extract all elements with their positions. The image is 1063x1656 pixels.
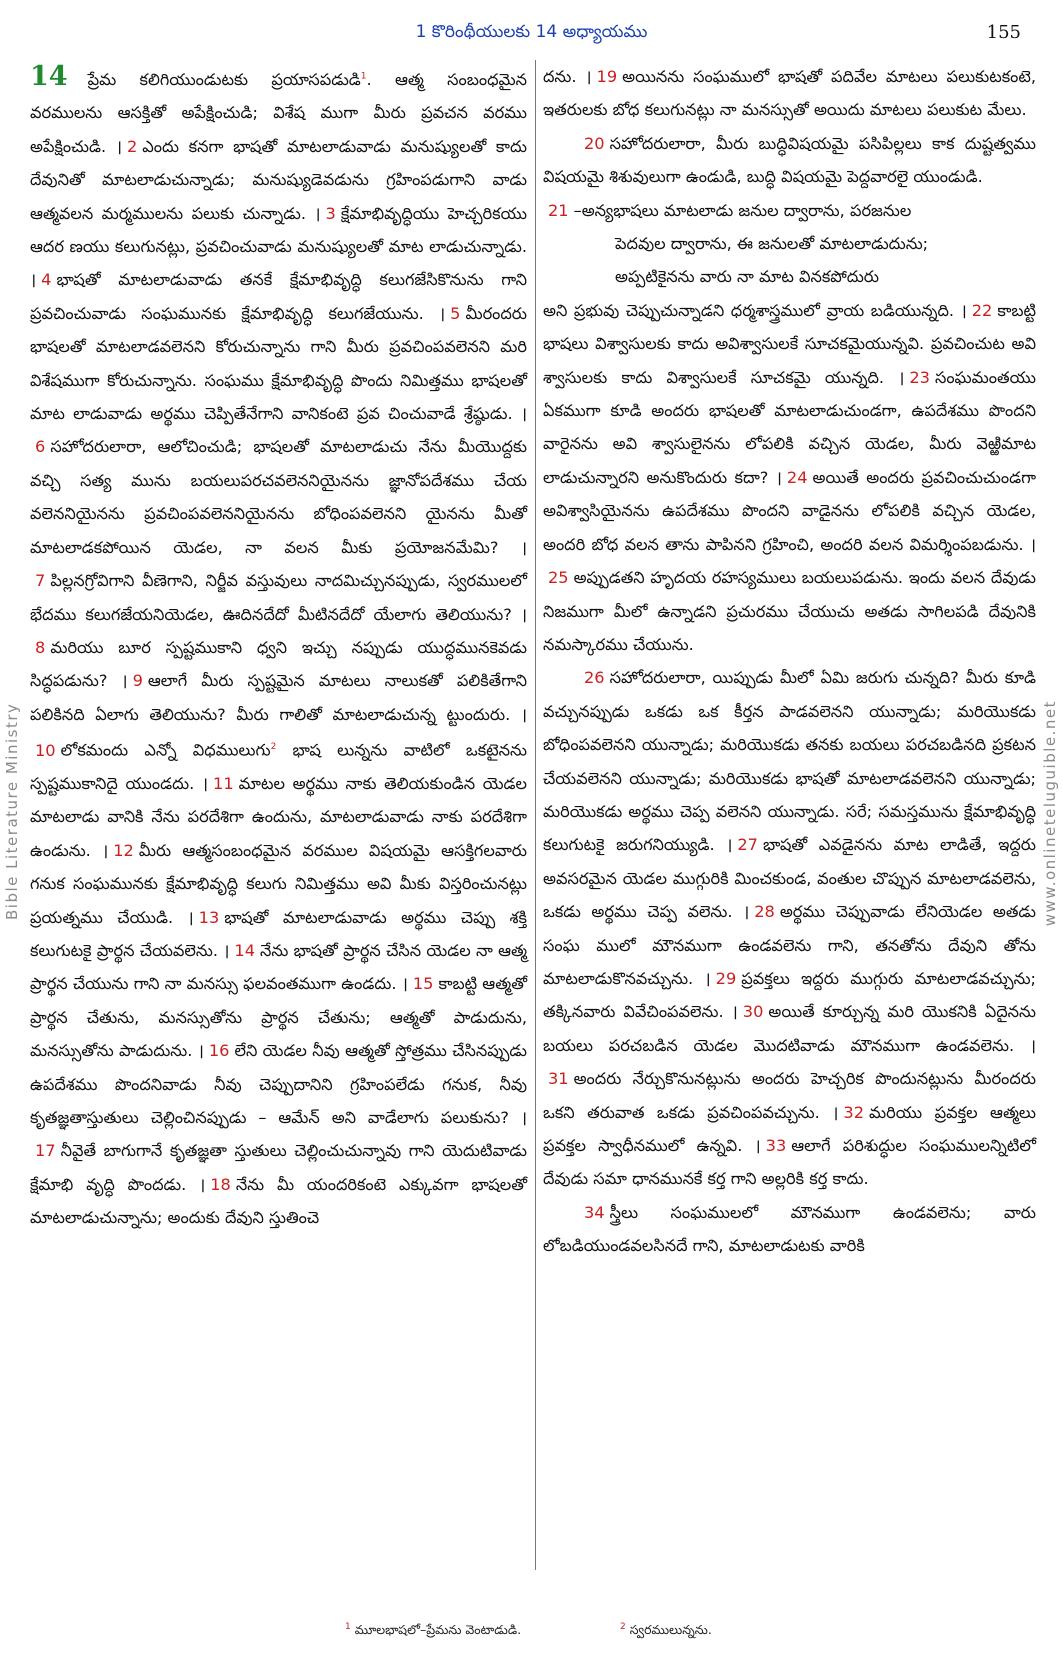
verse-text: భాషతో ఎవడైనను మాట లాడితే, ఇద్దరు అవసరమైన యెడల ముగ్గురికి మించకుండ, వంతుల చొప్పున మాటలాడవలెను, ఒకడు అర్థము చెప్ప వలెను. । <box>543 835 1036 922</box>
verse-number: 28 <box>754 902 775 922</box>
verse-number: 14 <box>234 940 256 960</box>
verse-text: కాబట్టి భాషలు విశ్వాసులకు కాదు అవిశ్వాసులకే సూచకమైయున్నవి. ప్రవచించుట అవి శ్వాసులకు కాదు విశ్వాసులకే సూచకమై యున్నది. । <box>543 300 1036 387</box>
verse-number: 7 <box>35 571 46 591</box>
verse-number: 29 <box>715 968 737 988</box>
side-watermark-left: Bible Literature Ministry <box>3 702 21 920</box>
verse-number: 22 <box>971 300 993 320</box>
verse-text: మరియు ప్రవక్తల ఆత్మలు ప్రవక్తల స్వాధీనములో ఉన్నవి. । <box>543 1102 1036 1155</box>
verse-text: అప్పుడతని హృదయ రహస్యములు బయలుపడును. ఇందు వలన దేవుడు నిజముగా మీలో ఉన్నాడని ప్రచురము చేయుచు అతడు సాగిలపడి దేవునికి నమస్కారము చేయును. <box>543 568 1036 654</box>
verse-text: సహోదరులారా, మీరు బుద్ధివిషయమై పసిపిల్లలు కాక దుష్టత్వము విషయమై శిశువులుగా ఉండుడి, బుద్ధి విషయమై పెద్దవారలై యుండుడి. <box>543 133 1036 187</box>
verse-text: భాషతో మాటలాడువాడు అర్థము చెప్పు శక్తి కలుగుటకై ప్రార్థన చేయవలెను. । <box>30 907 527 960</box>
verse-text: నీవైతే బాగుగానే కృతజ్ఞతా స్తుతులు చెల్లించుచున్నావు గాని యెదుటివాడు క్షేమాభి వృద్ధి పొందడు. । <box>30 1141 527 1194</box>
right-paragraph <box>543 294 1036 661</box>
right-column <box>543 60 1036 1263</box>
verse-number: 23 <box>909 367 930 387</box>
verse-number: 8 <box>35 637 46 657</box>
verse-number: 16 <box>208 1041 230 1061</box>
verse-text: అందరు నేర్చుకొనునట్లును అందరు హెచ్చరిక పొందునట్లును మీరందరు ఒకని తరువాత ఒకడు ప్రవచింపవచ్చును. । <box>543 1069 1036 1122</box>
right-paragraph <box>543 60 1036 127</box>
verse-text: . ఆత్మ సంబంధమైన వరములను ఆసక్తితో అపేక్షించుడి; విశేష ముగా మీరు ప్రవచన వరము అపేక్షించుడి. । <box>30 70 527 156</box>
verse-text: అని ప్రభువు చెప్పుచున్నాడని ధర్మశాస్త్రములో వ్రాయ బడియున్నది. । <box>543 300 967 320</box>
verse-text: ఆలాగే పరిశుద్ధుల సంఘములన్నిటిలో దేవుడు సమా ధానమునకే కర్త గాని అల్లరికి కర్త కాదు. <box>543 1136 1036 1189</box>
left-column <box>30 60 527 1235</box>
verse-number: 25 <box>548 568 569 588</box>
verse-text: అప్పటికైనను వారు నా మాట వినకపోదురు <box>615 267 880 287</box>
left-paragraph <box>30 60 527 1235</box>
verse-number: 19 <box>596 67 618 86</box>
verse-text: క్షేమాభివృద్ధియు హెచ్చరికయు ఆదర ణయు కలుగునట్లు, ప్రవచించువాడు మనుష్యులతో మాట లాడుచున్నాడు. । <box>30 203 527 290</box>
verse-number: 11 <box>213 773 234 793</box>
verse-text: –అన్యభాషలు మాటలాడు జనుల ద్వారాను, పరజనుల <box>573 200 912 220</box>
right-paragraph <box>543 1196 1036 1263</box>
verse-number: 9 <box>132 671 143 691</box>
verse-text: మాటల అర్థము నాకు తెలియకుండిన యెడల మాటలాడు వానికి నేను పరదేశిగా ఉందును, మాటలాడువాడు నాకు పరదేశిగా ఉండును. । <box>30 773 527 860</box>
verse-number: 12 <box>113 840 134 860</box>
verse-number: 31 <box>548 1069 569 1089</box>
verse-number: 30 <box>742 1002 764 1022</box>
verse-text: అయినను సంఘములో భాషతో పదివేల మాటలు పలుకుటకంటె, ఇతరులకు బోధ కలుగునట్లు నా మనస్సుతో అయిదు మాటలు పలుకుట మేలు. <box>543 67 1036 120</box>
verse-text: అయితే అందరు ప్రవచించుచుండగా అవిశ్వాసియైనను ఉపదేశము పొందని వాడైనను లోపలికి వచ్చిన యెడల, అందరి బోధ వలన తాను పాపినని గ్రహించి, అందరి వలన విమర్శింపబడును. । <box>543 467 1036 554</box>
page-header <box>0 20 1063 48</box>
right-paragraph <box>543 260 1036 293</box>
verse-number: 18 <box>210 1174 231 1194</box>
verse-number: 34 <box>584 1202 605 1222</box>
verse-text: మరియు బూర స్పష్టముకాని ధ్వని ఇచ్చు నప్పుడు యుద్ధమునకెవడు సిద్ధపడును? । <box>30 637 527 691</box>
right-paragraph <box>543 661 1036 1196</box>
verse-number: 21 <box>548 200 569 220</box>
running-title: 1 కొరింథీయులకు 14 అధ్యాయము <box>415 22 648 42</box>
verse-text: అయితే కూర్చున్న మరి యొకనికి ఏదైనను బయలు పరచబడిన యెడల మొదటివాడు మౌనముగా ఉండవలెను. । <box>543 1002 1037 1055</box>
verse-text: సహోదరులారా, యిప్పుడు మీలో ఏమి జరుగు చున్నది? మీరు కూడి వచ్చునప్పుడు ఒకడు ఒక కీర్తన పాడవలెనని యున్నాడు; మరియొకడు బోధింపవలెనని యున్నాడు; మరియొకడు తనకు బయలు పరచబడినది ప్రకటన చేయవలెనని యున్నాడు; మరియొకడు భాషతో మాటలాడవలెనని యున్నాడు; మరియొకడు అర్థము చెప్ప వలెనని యున్నాడు. సరే; సమస్తమును క్షేమాభివృద్ధి కలుగుటకై జరుగనియ్యుడి. । <box>543 668 1036 855</box>
verse-text: భాష లున్నను వాటిలో ఒకటైనను స్పష్టముకానిదై యుండదు. । <box>30 740 527 793</box>
verse-text: పెదవుల ద్వారాను, ఈ జనులతో మాటలాడుదును; <box>615 234 929 254</box>
footnote-marker: 1 <box>360 71 367 82</box>
right-paragraph <box>543 227 1036 260</box>
verse-number: 26 <box>584 668 605 688</box>
verse-number: 17 <box>35 1141 56 1161</box>
page-number: 155 <box>986 22 1021 43</box>
verse-text: స్త్రీలు సంఘములలో మౌనముగా ఉండవలెను; వారు లోబడియుండవలసినదే గాని, మాటలాడుటకు వారికి <box>543 1202 1036 1256</box>
verse-number: 15 <box>412 974 434 994</box>
verse-number: 2 <box>126 136 138 156</box>
verse-text: పిల్లనగ్రోవిగాని వీణెగాని, నిర్జీవ వస్తువులు నాదమిచ్చునప్పుడు, స్వరములలో భేదము కలుగజేయనియెడల, ఊదినదేదో మీటినదేదో యేలాగు తెలియును? । <box>30 571 527 624</box>
verse-text: నేను మీ యందరికంటె ఎక్కువగా భాషలతో మాటలాడుచున్నాను; అందుకు దేవుని స్తుతించె <box>30 1174 528 1228</box>
verse-text: ప్రవక్తలు ఇద్దరు ముగ్గురు మాటలాడవచ్చును; తక్కినవారు వివేచింపవలెను. । <box>543 968 1036 1022</box>
verse-number: 3 <box>325 203 336 223</box>
side-watermark-right: www.onlineteluguible.net <box>1041 700 1059 927</box>
verse-text: సంఘమంతయు ఏకముగా కూడి అందరు భాషలతో మాటలాడుచుండగా, ఉపదేశము పొందని వారైనను అవి శ్వాసులైనను లోపలికి వచ్చిన యెడల, మీరు వెఱ్ఱిమాట లాడుచున్నారని అనుకొందురు కదా? । <box>543 367 1036 487</box>
verse-text: కాబట్టి ఆత్మతో ప్రార్థన చేతును, మనస్సుతోను ప్రార్థన చేతును; ఆత్మతో పాడుదును, మనస్సుతోను పాడుదును. । <box>30 974 527 1061</box>
verse-number: 27 <box>737 835 758 855</box>
verse-number: 24 <box>786 467 808 487</box>
verse-text: నేను భాషతో ప్రార్థన చేసిన యెడల నా ఆత్మ ప్రార్థన చేయును గాని నా మనస్సు ఫలవంతముగా ఉండదు. । <box>30 940 528 994</box>
verse-text: మీరందరు భాషలతో మాటలాడవలెనని కోరుచున్నాను గాని మీరు ప్రవచింపవలెనని మరి విశేషముగా కోరుచున్నాను. సంఘము క్షేమాభివృద్ధి పొందు నిమిత్తము భాషలతో మాట లాడువాడు అర్థము చెప్పితేనేగాని వానికంటె ప్రవ చించువాడే శ్రేష్ఠుడు. । <box>30 303 527 424</box>
verse-number: 5 <box>450 303 461 323</box>
verse-number: 6 <box>35 437 46 457</box>
column-divider <box>535 60 536 1570</box>
verse-text: సహోదరులారా, ఆలోచించుడి; భాషలతో మాటలాడుచు నేను మీయొద్దకు వచ్చి సత్య మును బయలుపరచవలెననియైనను జ్ఞానోపదేశము చేయ వలెననియైనను ప్రవచింపవలెననియైనను బోధింపవలెనని యైనను మీతో మాటలాడకపోయిన యెడల, నా వలన మీకు ప్రయోజనమేమి? । <box>30 437 527 557</box>
verse-number: 4 <box>41 270 52 290</box>
verse-number: 10 <box>35 740 56 760</box>
verse-text: ఎందు కనగా భాషతో మాటలాడువాడు మనుష్యులతో కాదు దేవునితో మాటలాడుచున్నాడు; మనుష్యుడెవడును గ్రహింపడుగాని వాడు ఆత్మవలన మర్మములను పలుకు చున్నాడు. । <box>30 136 527 223</box>
chapter-number: 14 <box>30 61 68 92</box>
right-paragraph <box>543 127 1036 194</box>
footnote-1: $^1$ మూలభాషలో–ప్రేమను వెంటాడుడి. <box>345 1622 522 1638</box>
footnote-2: $^2$ స్వరములున్నను. <box>620 1622 712 1638</box>
verse-text: ప్రేమ కలిగియుండుటకు ప్రయాసపడుడి <box>87 70 361 89</box>
verse-number: 20 <box>584 133 605 153</box>
verse-number: 13 <box>198 907 220 927</box>
verse-number: 33 <box>765 1136 787 1155</box>
right-paragraph <box>543 194 1036 227</box>
verse-text: మీరు ఆత్మసంబంధమైన వరముల విషయమై ఆసక్తిగలవారు గనుక సంఘమునకు క్షేమాభివృద్ధి కలుగు నిమిత్తము అవి మీకు విస్తరించునట్లు ప్రయత్నము చేయుడి. । <box>30 840 527 927</box>
verse-number: 32 <box>843 1102 864 1122</box>
verse-text: ఆలాగే మీరు స్పష్టమైన మాటలు నాలుకతో పలికితేగాని పలికినది ఏలాగు తెలియును? మీరు గాలితో మాటలాడుచున్న ట్టుందురు. । <box>30 671 528 724</box>
footnote-marker: 2 <box>270 742 277 753</box>
verse-text: భాషతో మాటలాడువాడు తనకే క్షేమాభివృద్ధి కలుగజేసికొనును గాని ప్రవచించువాడు సంఘమునకు క్షేమాభివృద్ధి కలుగజేయును. । <box>30 270 527 323</box>
verse-text: లోకమందు ఎన్నో విధములుగు <box>60 740 271 760</box>
verse-text: దను. । <box>543 67 592 86</box>
verse-text: అర్థము చెప్పువాడు లేనియెడల అతడు సంఘ ములో మౌనముగా ఉండవలెను గాని, తనతోను దేవుని తోను మాటలాడుకొనవచ్చును. । <box>543 902 1036 988</box>
verse-text: లేని యెడల నీవు ఆత్మతో స్తోత్రము చేసినప్పుడు ఉపదేశము పొందనివాడు నీవు చెప్పుదానిని గ్రహింపలేడు గనుక, నీవు కృతజ్ఞతాస్తుతులు చెల్లించినప్పుడు – ఆమేన్ అని వాడేలాగు పలుకును? । <box>30 1041 527 1127</box>
